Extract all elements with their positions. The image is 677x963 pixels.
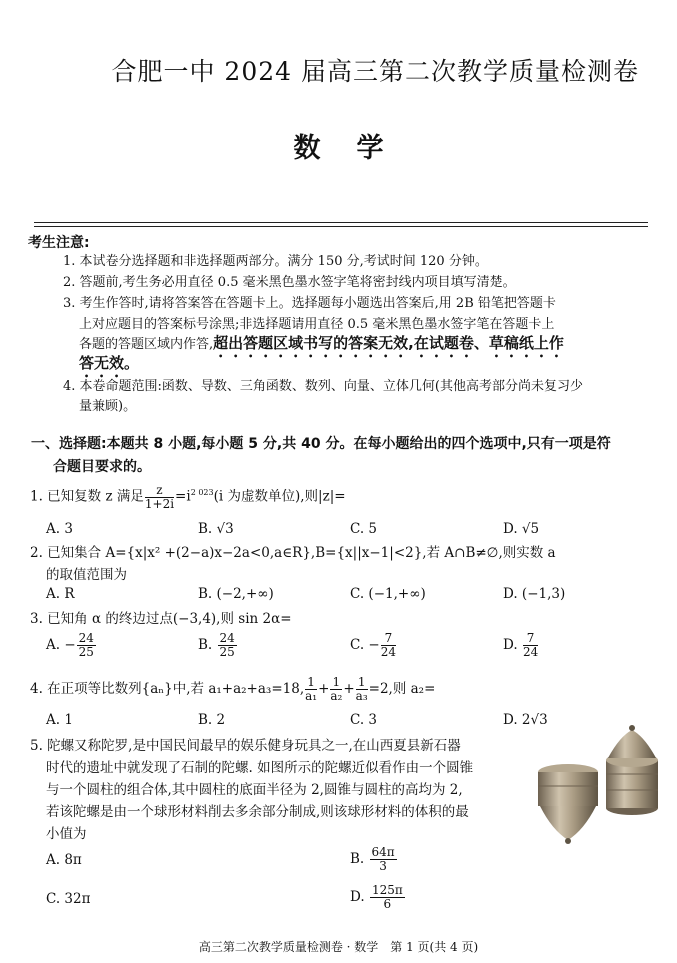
q1-exponent: 2 023 [190, 488, 214, 497]
q3-c-frac [381, 632, 396, 659]
q3-a-num: 24 [78, 631, 94, 645]
subject-title: 数学 [293, 133, 420, 164]
q3-d-label: D. [503, 637, 522, 653]
section-line-1: 一、选择题:本题共 8 小题,每小题 5 分,共 40 分。在每小题给出的四个选项中,只有一项是符 [31, 436, 611, 452]
q4-frac-1 [305, 676, 317, 703]
spinning-top-left [538, 764, 598, 844]
q4-frac-2 [330, 676, 342, 703]
q4-f2-num: 1 [330, 676, 342, 690]
spinning-top-right [606, 725, 658, 815]
q2-option-b[interactable]: B. (−2,+∞) [198, 586, 274, 602]
q3-c-label: C. − [350, 637, 380, 653]
notice-item-4-cont: 量兼顾)。 [79, 399, 137, 414]
q1-stem-c: (i 为虚数单位),则|z|= [213, 488, 346, 505]
notice-heading: 考生注意: [28, 235, 90, 251]
q3-a-den: 25 [78, 645, 94, 659]
q5-option-b[interactable] [350, 846, 398, 873]
question-3-stem: 3. 已知角 α 的终边过点(−3,4),则 sin 2α= [30, 611, 292, 627]
q1-option-b[interactable]: B. √3 [198, 521, 234, 537]
q1-option-c[interactable]: C. 5 [350, 521, 378, 537]
q5-b-num: 64π [371, 845, 395, 859]
q4-option-c[interactable]: C. 3 [350, 712, 378, 728]
q4-option-d[interactable]: D. 2√3 [503, 712, 548, 728]
q3-d-num: 7 [523, 632, 538, 646]
q4-f2-den: a₂ [330, 689, 343, 703]
q3-b-frac [218, 632, 237, 659]
q1-frac-den: 1+2i [144, 496, 175, 511]
question-5-line-2: 时代的遗址中就发现了石制的陀螺. 如图所示的陀螺近似看作由一个圆锥 [46, 760, 474, 776]
q2-option-c[interactable]: C. (−1,+∞) [350, 586, 426, 602]
notice-item-3-cont2 [79, 333, 564, 361]
notice-item-3: 3. 考生作答时,请将答案答在答题卡上。选择题每小题选出答案后,用 2B 铅笔把答题卡 [63, 296, 556, 311]
q2-option-a[interactable]: A. R [46, 586, 75, 602]
q4-frac-3 [356, 676, 368, 703]
question-1-stem [30, 482, 346, 511]
q3-c-num: 7 [381, 632, 396, 646]
notice-item-3-text: 各题的答题区域内作答, [79, 337, 214, 352]
q4-f3-num: 1 [356, 676, 368, 690]
question-4-stem: 4. 在正项等比数列{aₙ}中,若 a₁+a₂+a₃=18, $\frac{1}{\text{a₁}}$ + $\frac{1}{\text{a₂}}$ + $\frac{1}{\text{a₃}}$ =2,则 a₂= [30, 675, 436, 703]
page-footer: 高三第二次教学质量检测卷 · 数学 第 1 页(共 4 页) [198, 940, 479, 954]
q3-a-frac [77, 632, 96, 659]
notice-item-2: 2. 答题前,考生务必用直径 0.5 毫米黑色墨水签字笔将密封线内项目填写清楚。 [63, 275, 516, 290]
q3-d-den: 24 [522, 645, 539, 659]
exam-title: 合肥一中 2024 届高三第二次教学质量检测卷 [111, 57, 639, 86]
q4-option-a[interactable]: A. 1 [46, 712, 73, 728]
q5-d-den: 6 [383, 897, 392, 911]
divider-bottom [34, 226, 648, 227]
section-line-2: 合题目要求的。 [53, 459, 151, 475]
q3-option-d[interactable] [503, 632, 539, 659]
q3-b-den: 25 [219, 645, 235, 659]
q3-d-frac [523, 632, 538, 659]
question-2-line-1: 2. 已知集合 A={x|x² +(2−a)x−2a<0,a∈R},B={x||x−1|<2},若 A∩B≠∅,则实数 a [30, 545, 556, 561]
notice-item-3-cont: 上对应题目的答案标号涂黑;非选择题请用直径 0.5 毫米黑色墨水签字笔在答题卡上 [79, 317, 555, 332]
question-5-line-1: 5. 陀螺又称陀罗,是中国民间最早的娱乐健身玩具之一,在山西夏县新石器 [30, 738, 461, 754]
q1-frac-num: z [145, 484, 174, 498]
section-heading [31, 433, 651, 479]
q3-option-a[interactable] [46, 632, 97, 659]
q3-option-b[interactable] [198, 632, 238, 659]
spinning-top-image [530, 722, 665, 847]
q1-fraction [145, 484, 174, 511]
q2-option-d[interactable]: D. (−1,3) [503, 586, 566, 602]
q3-b-num: 24 [219, 631, 235, 645]
q5-d-frac [370, 884, 405, 911]
notice-item-1: 1. 本试卷分选择题和非选择题两部分。满分 150 分,考试时间 120 分钟。 [63, 254, 488, 269]
notice-item-4: 4. 本卷命题范围:函数、导数、三角函数、数列、向量、立体几何(其他高考部分尚未复习少 [63, 379, 583, 394]
q5-option-d[interactable] [350, 884, 406, 911]
q4-f1-num: 1 [305, 676, 317, 690]
q5-option-a[interactable]: A. 8π [46, 852, 82, 868]
q3-b-label: B. [198, 637, 217, 653]
q5-d-label: D. [350, 889, 369, 905]
question-5-line-3: 与一个圆柱的组合体,其中圆柱的底面半径为 2,圆锥与圆柱的高均为 2, [46, 782, 463, 798]
question-2-line-2: 的取值范围为 [46, 567, 127, 583]
q1-stem-a: 1. 已知复数 z 满足 [30, 488, 144, 505]
q3-c-den: 24 [380, 645, 397, 659]
question-5-line-4: 若该陀螺是由一个球形材料削去多余部分制成,则该球形材料的体积的最 [46, 804, 469, 820]
q1-option-d[interactable]: D. √5 [503, 521, 540, 537]
q4-stem-b: =2,则 a₂= [368, 681, 436, 697]
q3-option-c[interactable] [350, 632, 397, 659]
divider-top [34, 222, 648, 223]
q5-b-den: 3 [379, 859, 387, 873]
q1-option-a[interactable]: A. 3 [46, 521, 73, 537]
q3-a-label: A. − [46, 637, 76, 653]
question-5-line-5: 小值为 [46, 826, 87, 842]
q4-option-b[interactable]: B. 2 [198, 712, 226, 728]
q4-f3-den: a₃ [355, 689, 368, 703]
q4-f1-den: a₁ [305, 689, 318, 703]
q5-option-c[interactable]: C. 32π [46, 891, 91, 907]
q5-b-frac [370, 846, 397, 873]
q5-d-num: 125π [371, 883, 403, 897]
q1-stem-b: =i [175, 488, 191, 505]
q5-b-label: B. [350, 851, 369, 867]
notice-emphasis-end: 答无效。 [79, 354, 140, 372]
notice-emphasis: 超出答题区域书写的答案无效,在试题卷、草稿纸上作 [213, 334, 564, 352]
q4-stem-a: 4. 在正项等比数列{aₙ}中,若 a₁+a₂+a₃=18, [30, 681, 305, 697]
